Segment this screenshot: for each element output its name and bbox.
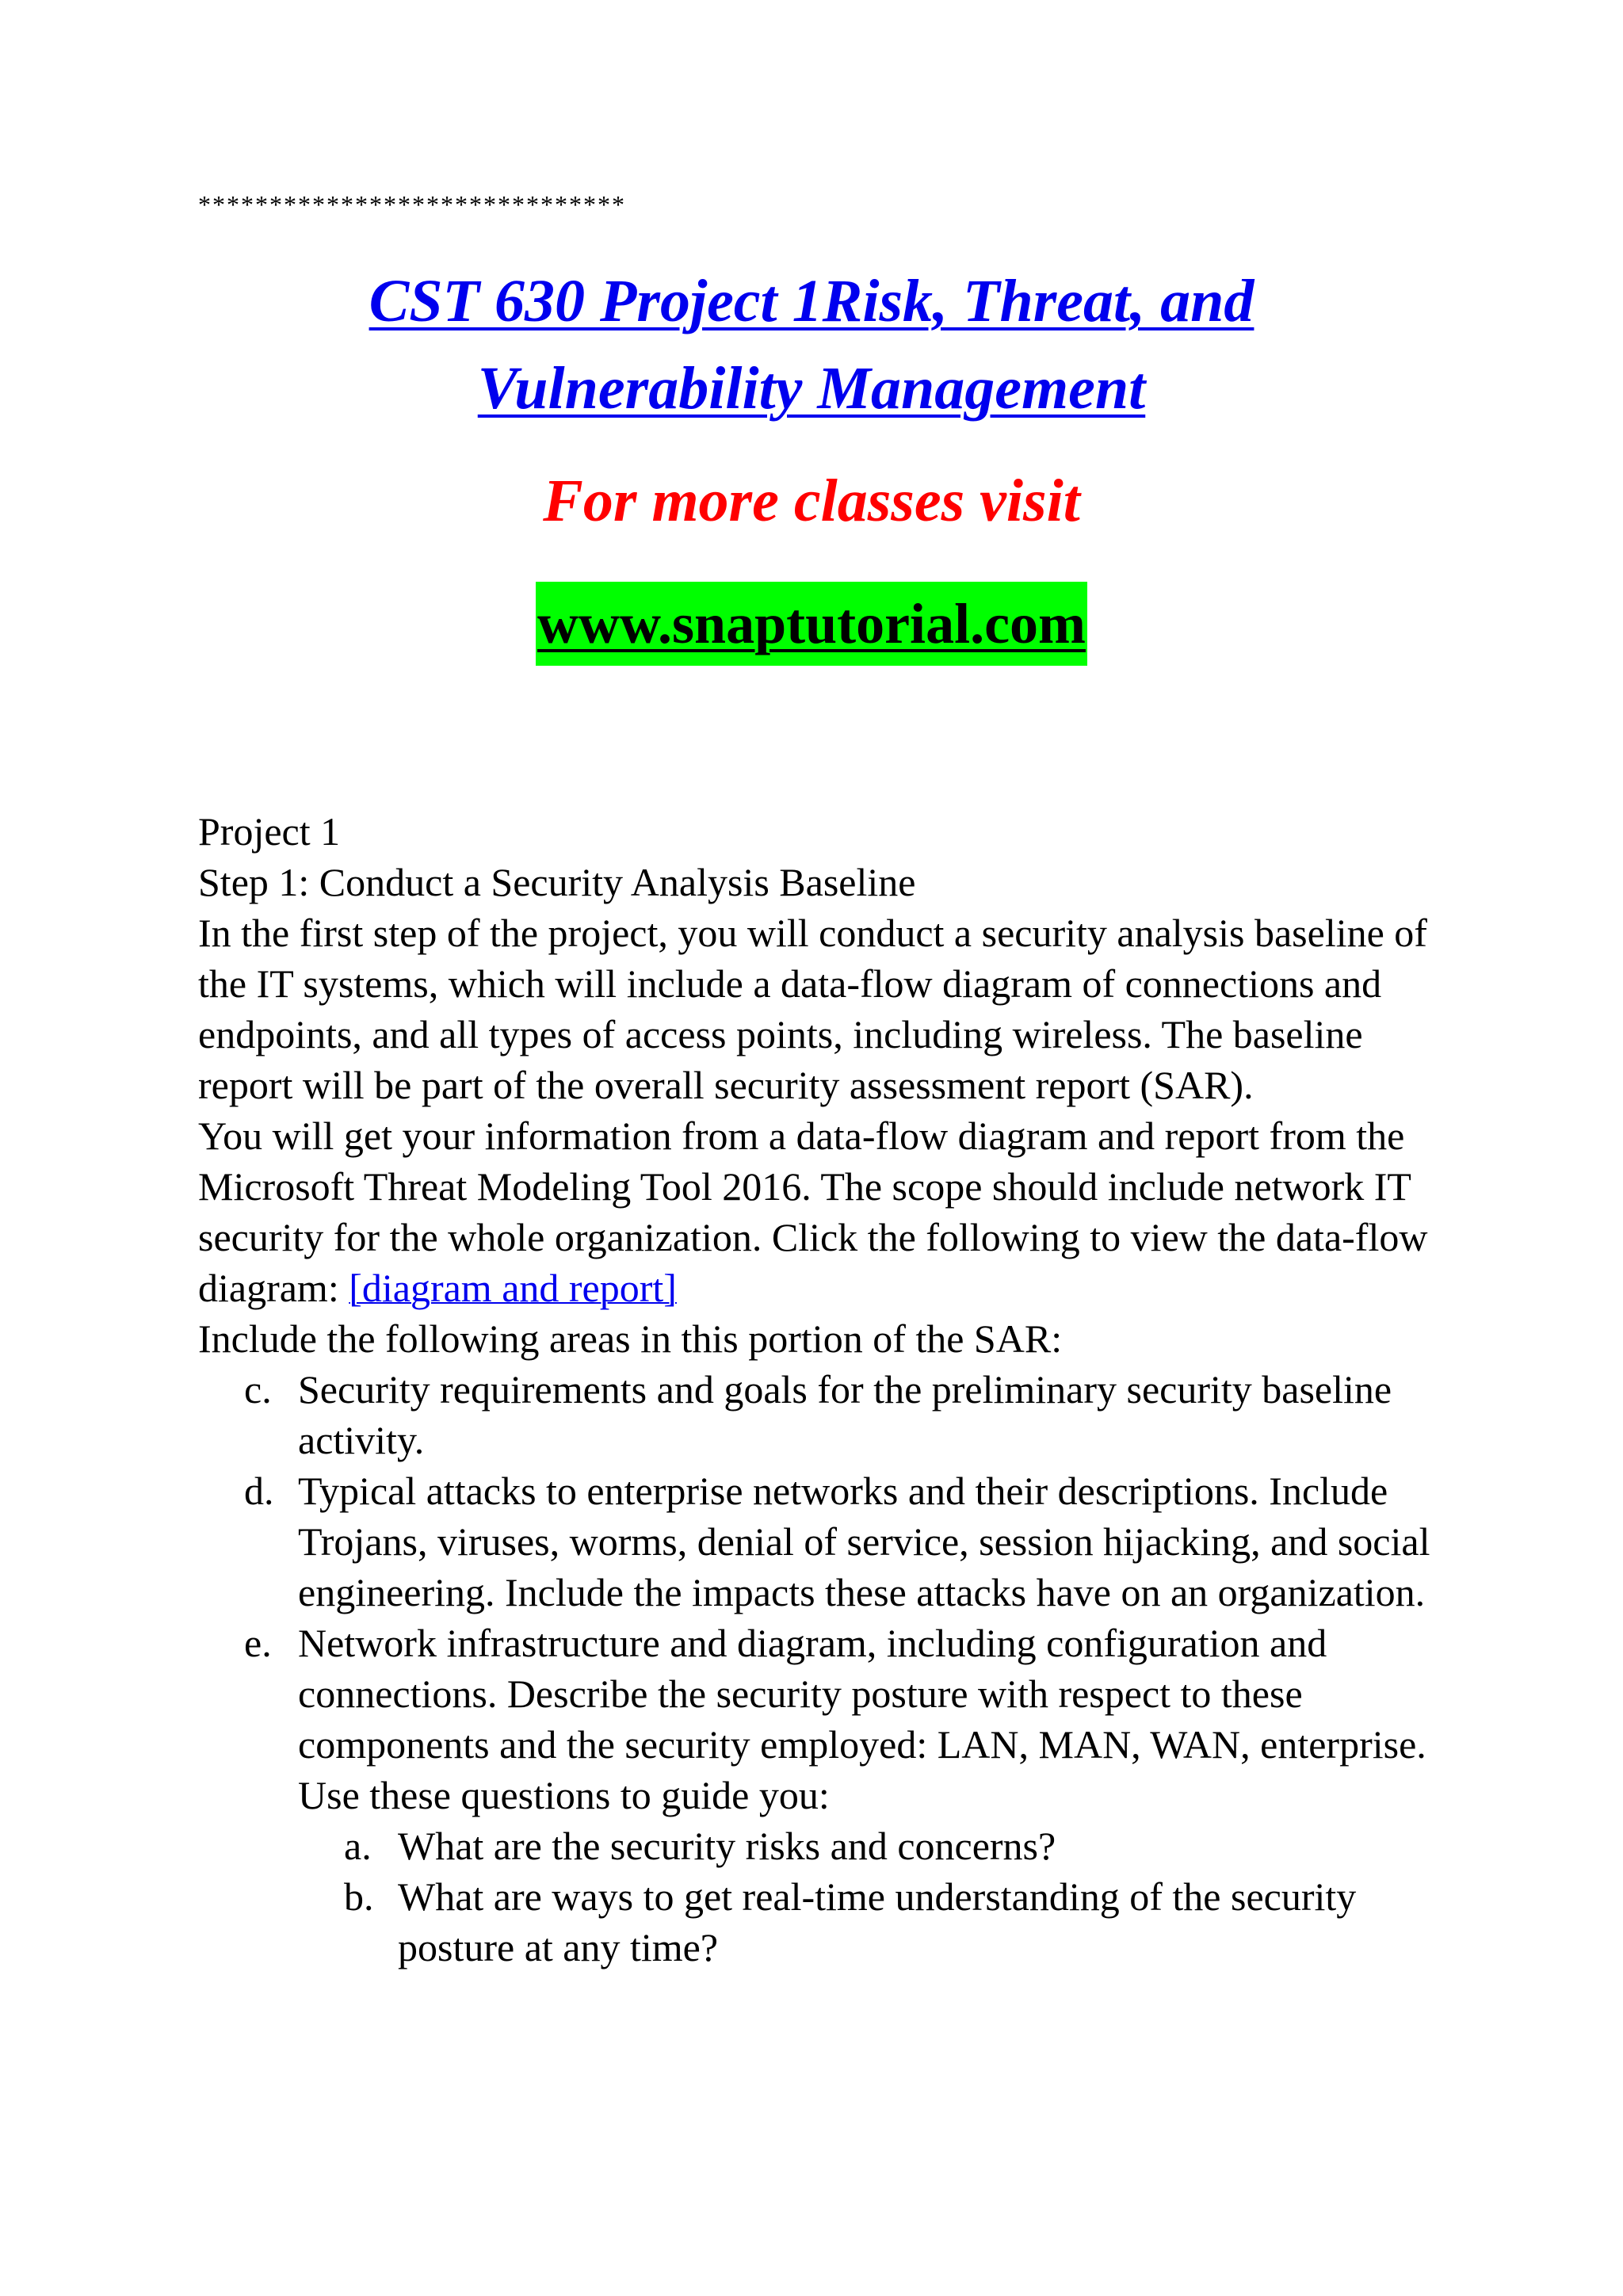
- sub-list-item-text: What are the security risks and concerns?: [398, 1824, 1056, 1868]
- list-item: [198, 1618, 1434, 1973]
- title-line-2: Vulnerability Management: [477, 355, 1146, 422]
- website-container: [0, 582, 1623, 666]
- question-list: [298, 1820, 1434, 1973]
- document-body: [198, 806, 1434, 1973]
- list-intro: Include the following areas in this portion of the SAR:: [198, 1316, 1063, 1361]
- list-item-text: Security requirements and goals for the preliminary security baseline activity.: [298, 1367, 1392, 1462]
- sub-list-item-text: What are ways to get real-time understanding of the security posture at any time?: [398, 1874, 1357, 1969]
- project-heading: Project 1: [198, 809, 341, 854]
- sub-list-marker: b.: [344, 1874, 374, 1919]
- list-item: [198, 1465, 1434, 1618]
- list-marker: e.: [244, 1621, 272, 1665]
- sub-list-item: [298, 1820, 1434, 1871]
- list-item-text: Network infrastructure and diagram, including configuration and connections. Describe the security posture with respect to these components and the security employed: LAN, MAN, WAN, enterprise. Use these questions to guide you:: [298, 1621, 1426, 1817]
- page-title: [0, 258, 1623, 432]
- website-link[interactable]: www.snaptutorial.com: [536, 582, 1087, 666]
- list-marker: c.: [244, 1367, 272, 1412]
- paragraph-2-text: You will get your information from a data-flow diagram and report from the Microsoft Threat Modeling Tool 2016. The scope should include network IT security for the whole organization. Click the following to view the data-flow diagram:: [198, 1114, 1428, 1310]
- sub-list-item: [298, 1871, 1434, 1973]
- list-marker: d.: [244, 1469, 274, 1513]
- title-link[interactable]: [369, 268, 1254, 422]
- subtitle: For more classes visit: [543, 468, 1080, 534]
- star-separator: ******************************: [198, 190, 626, 219]
- step-heading: Step 1: Conduct a Security Analysis Baseline: [198, 860, 916, 904]
- title-line-1: CST 630 Project 1Risk, Threat, and: [369, 268, 1254, 334]
- list-item-text: Typical attacks to enterprise networks and their descriptions. Include Trojans, viruses, worms, denial of service, session hijacking, and social engineering. Include the impacts these attacks have on an organization.: [298, 1469, 1430, 1614]
- diagram-report-link[interactable]: [diagram and report]: [349, 1266, 677, 1310]
- requirements-list: [198, 1364, 1434, 1973]
- sub-list-marker: a.: [344, 1824, 372, 1868]
- list-item: [198, 1364, 1434, 1465]
- paragraph-1: In the first step of the project, you will conduct a security analysis baseline of the IT systems, which will include a data-flow diagram of connections and endpoints, and all types of access points, including wireless. The baseline report will be part of the overall security assessment report (SAR).: [198, 911, 1427, 1107]
- paragraph-2: [198, 1110, 1434, 1313]
